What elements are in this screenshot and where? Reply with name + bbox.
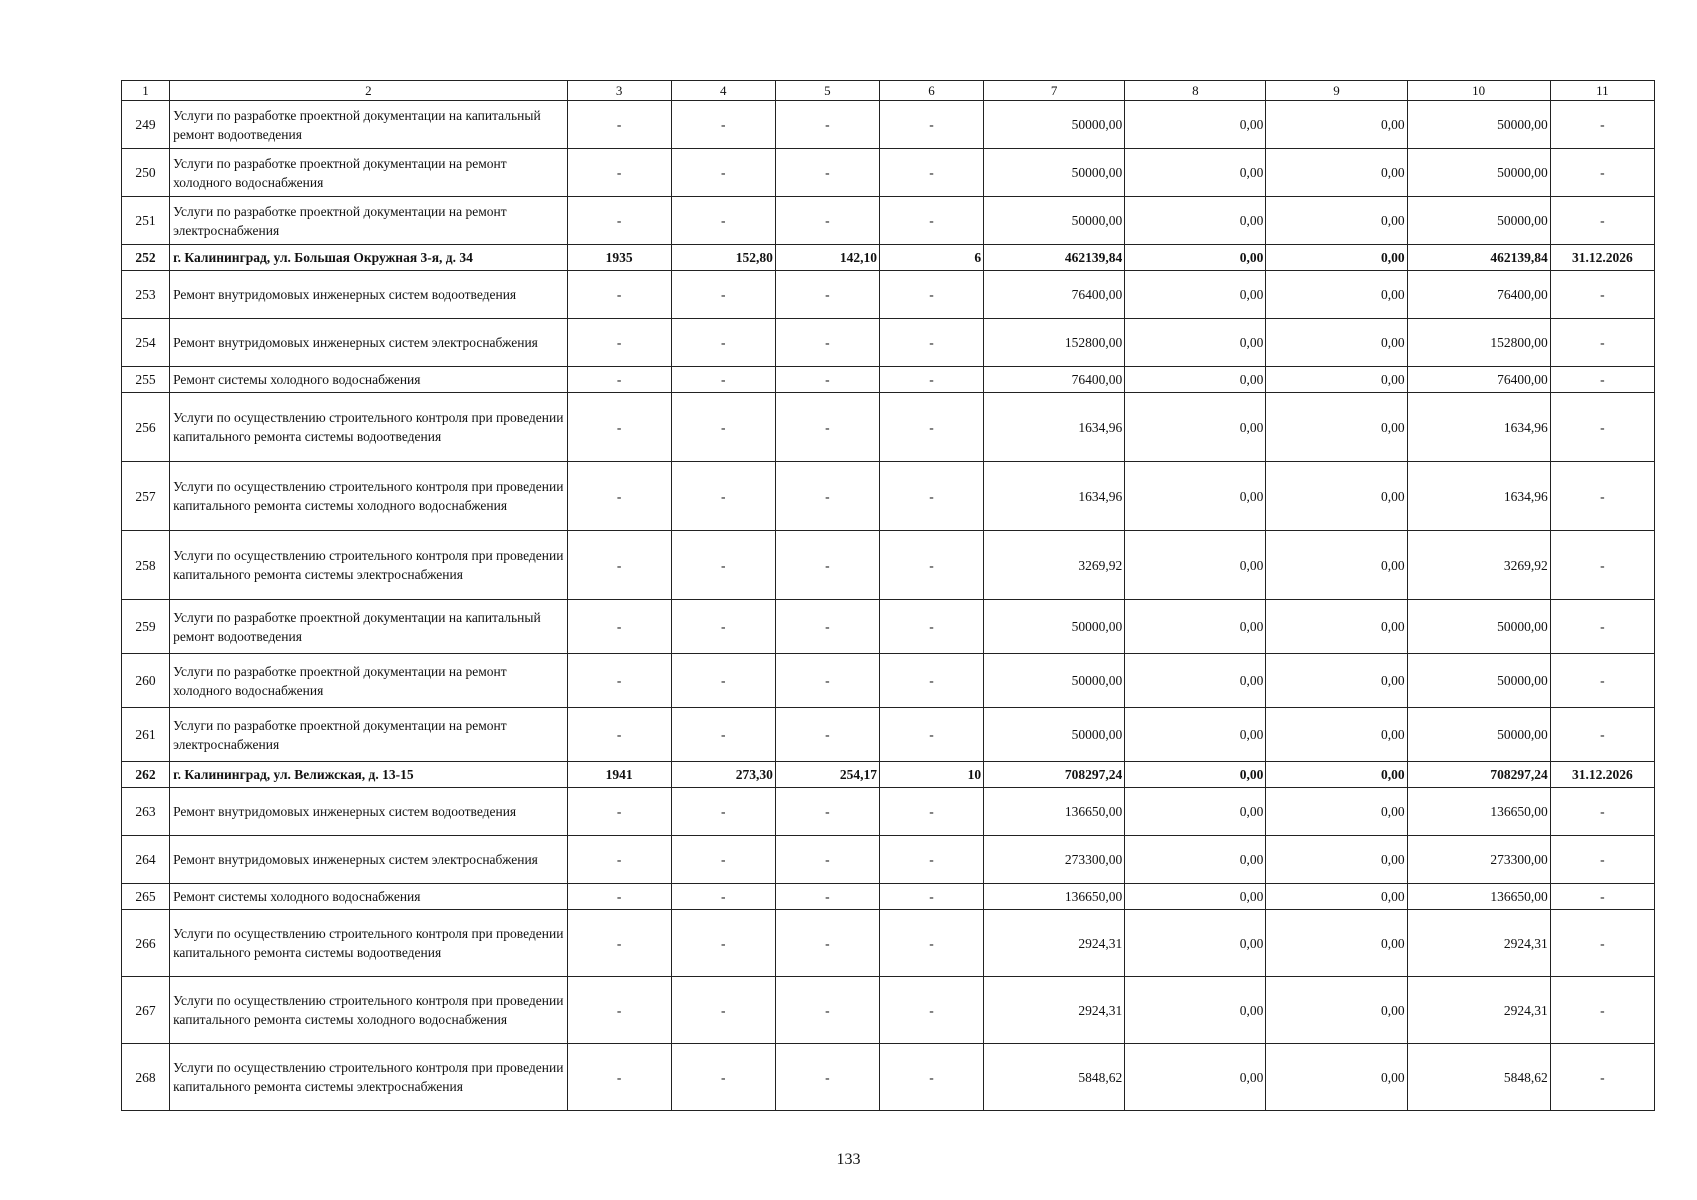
deadline-cell: 31.12.2026: [1550, 762, 1654, 788]
work-item-row: [122, 531, 1655, 600]
deadline-cell: -: [1550, 393, 1654, 462]
residents-cell: -: [879, 884, 983, 910]
cost-total-cell: 708297,24: [984, 762, 1125, 788]
cost-total-cell: 50000,00: [984, 654, 1125, 708]
cost-owners-cell: 136650,00: [1407, 884, 1550, 910]
table-body: [122, 81, 1655, 1111]
cost-owners-cell: 50000,00: [1407, 654, 1550, 708]
residents-cell: -: [879, 708, 983, 762]
year-cell: -: [567, 393, 671, 462]
cost-total-cell: 136650,00: [984, 788, 1125, 836]
row-number-cell: 266: [122, 910, 170, 977]
description-cell: Услуги по осуществлению строительного контроля при проведении капитального ремонта системы электроснабжения: [170, 1044, 568, 1111]
area-living-cell: -: [775, 910, 879, 977]
cost-fund-cell: 0,00: [1125, 977, 1266, 1044]
work-item-row: [122, 1044, 1655, 1111]
cost-owners-cell: 5848,62: [1407, 1044, 1550, 1111]
area-total-cell: -: [671, 788, 775, 836]
cost-owners-cell: 2924,31: [1407, 910, 1550, 977]
deadline-cell: -: [1550, 271, 1654, 319]
description-cell: Ремонт внутридомовых инженерных систем электроснабжения: [170, 836, 568, 884]
page-number: 133: [836, 1151, 861, 1168]
area-living-cell: -: [775, 367, 879, 393]
cost-fund-cell: 0,00: [1125, 910, 1266, 977]
area-living-cell: -: [775, 884, 879, 910]
header-cell: 5: [775, 81, 879, 101]
residents-cell: -: [879, 101, 983, 149]
description-cell: Услуги по разработке проектной документации на ремонт электроснабжения: [170, 197, 568, 245]
area-total-cell: -: [671, 393, 775, 462]
cost-fund-cell: 0,00: [1125, 149, 1266, 197]
area-living-cell: -: [775, 600, 879, 654]
work-item-row: [122, 393, 1655, 462]
deadline-cell: -: [1550, 654, 1654, 708]
cost-budget-cell: 0,00: [1266, 836, 1407, 884]
area-living-cell: -: [775, 271, 879, 319]
header-cell: 6: [879, 81, 983, 101]
cost-total-cell: 273300,00: [984, 836, 1125, 884]
residents-cell: -: [879, 462, 983, 531]
cost-budget-cell: 0,00: [1266, 149, 1407, 197]
description-cell: Услуги по осуществлению строительного контроля при проведении капитального ремонта системы водоотведения: [170, 393, 568, 462]
residents-cell: -: [879, 531, 983, 600]
work-item-row: [122, 836, 1655, 884]
year-cell: -: [567, 197, 671, 245]
row-number-cell: 253: [122, 271, 170, 319]
deadline-cell: -: [1550, 1044, 1654, 1111]
work-item-row: [122, 367, 1655, 393]
row-number-cell: 268: [122, 1044, 170, 1111]
work-item-row: [122, 654, 1655, 708]
cost-fund-cell: 0,00: [1125, 319, 1266, 367]
cost-fund-cell: 0,00: [1125, 884, 1266, 910]
year-cell: -: [567, 367, 671, 393]
area-living-cell: -: [775, 462, 879, 531]
work-item-row: [122, 271, 1655, 319]
area-living-cell: -: [775, 977, 879, 1044]
area-living-cell: -: [775, 531, 879, 600]
cost-budget-cell: 0,00: [1266, 462, 1407, 531]
description-cell: Ремонт внутридомовых инженерных систем водоотведения: [170, 271, 568, 319]
area-living-cell: 142,10: [775, 245, 879, 271]
area-living-cell: -: [775, 788, 879, 836]
cost-owners-cell: 708297,24: [1407, 762, 1550, 788]
row-number-cell: 262: [122, 762, 170, 788]
residents-cell: -: [879, 977, 983, 1044]
area-total-cell: -: [671, 367, 775, 393]
cost-budget-cell: 0,00: [1266, 531, 1407, 600]
cost-owners-cell: 50000,00: [1407, 708, 1550, 762]
cost-budget-cell: 0,00: [1266, 910, 1407, 977]
description-cell: Ремонт внутридомовых инженерных систем водоотведения: [170, 788, 568, 836]
area-total-cell: -: [671, 977, 775, 1044]
cost-fund-cell: 0,00: [1125, 762, 1266, 788]
residents-cell: -: [879, 271, 983, 319]
cost-owners-cell: 50000,00: [1407, 149, 1550, 197]
year-cell: -: [567, 884, 671, 910]
row-number-cell: 256: [122, 393, 170, 462]
cost-fund-cell: 0,00: [1125, 600, 1266, 654]
area-living-cell: -: [775, 836, 879, 884]
cost-fund-cell: 0,00: [1125, 271, 1266, 319]
works-table: [121, 80, 1655, 1111]
cost-owners-cell: 273300,00: [1407, 836, 1550, 884]
deadline-cell: -: [1550, 197, 1654, 245]
row-number-cell: 263: [122, 788, 170, 836]
cost-owners-cell: 50000,00: [1407, 600, 1550, 654]
cost-total-cell: 76400,00: [984, 271, 1125, 319]
row-number-cell: 250: [122, 149, 170, 197]
row-number-cell: 258: [122, 531, 170, 600]
area-total-cell: -: [671, 654, 775, 708]
cost-total-cell: 152800,00: [984, 319, 1125, 367]
row-number-cell: 251: [122, 197, 170, 245]
deadline-cell: -: [1550, 884, 1654, 910]
cost-fund-cell: 0,00: [1125, 197, 1266, 245]
deadline-cell: -: [1550, 977, 1654, 1044]
area-total-cell: -: [671, 319, 775, 367]
year-cell: -: [567, 910, 671, 977]
cost-total-cell: 50000,00: [984, 600, 1125, 654]
cost-budget-cell: 0,00: [1266, 708, 1407, 762]
cost-budget-cell: 0,00: [1266, 1044, 1407, 1111]
area-living-cell: -: [775, 319, 879, 367]
residents-cell: -: [879, 654, 983, 708]
header-cell: 11: [1550, 81, 1654, 101]
cost-total-cell: 2924,31: [984, 910, 1125, 977]
year-cell: 1935: [567, 245, 671, 271]
description-cell: Услуги по осуществлению строительного контроля при проведении капитального ремонта системы водоотведения: [170, 910, 568, 977]
deadline-cell: -: [1550, 600, 1654, 654]
year-cell: -: [567, 531, 671, 600]
deadline-cell: -: [1550, 319, 1654, 367]
deadline-cell: -: [1550, 462, 1654, 531]
area-total-cell: -: [671, 884, 775, 910]
cost-total-cell: 76400,00: [984, 367, 1125, 393]
area-total-cell: -: [671, 149, 775, 197]
cost-total-cell: 136650,00: [984, 884, 1125, 910]
description-cell: Ремонт системы холодного водоснабжения: [170, 367, 568, 393]
row-number-cell: 267: [122, 977, 170, 1044]
cost-budget-cell: 0,00: [1266, 654, 1407, 708]
description-cell: Услуги по разработке проектной документации на ремонт электроснабжения: [170, 708, 568, 762]
cost-budget-cell: 0,00: [1266, 101, 1407, 149]
cost-total-cell: 1634,96: [984, 462, 1125, 531]
description-cell: Услуги по разработке проектной документации на капитальный ремонт водоотведения: [170, 101, 568, 149]
work-item-row: [122, 708, 1655, 762]
cost-owners-cell: 1634,96: [1407, 393, 1550, 462]
deadline-cell: 31.12.2026: [1550, 245, 1654, 271]
work-item-row: [122, 101, 1655, 149]
cost-owners-cell: 152800,00: [1407, 319, 1550, 367]
cost-owners-cell: 462139,84: [1407, 245, 1550, 271]
residents-cell: -: [879, 393, 983, 462]
cost-fund-cell: 0,00: [1125, 367, 1266, 393]
deadline-cell: -: [1550, 910, 1654, 977]
deadline-cell: -: [1550, 708, 1654, 762]
row-number-cell: 249: [122, 101, 170, 149]
area-living-cell: -: [775, 1044, 879, 1111]
header-cell: 1: [122, 81, 170, 101]
header-cell: 7: [984, 81, 1125, 101]
row-number-cell: 252: [122, 245, 170, 271]
residents-cell: 10: [879, 762, 983, 788]
cost-budget-cell: 0,00: [1266, 762, 1407, 788]
residents-cell: -: [879, 367, 983, 393]
cost-owners-cell: 76400,00: [1407, 367, 1550, 393]
work-item-row: [122, 884, 1655, 910]
residents-cell: -: [879, 600, 983, 654]
deadline-cell: -: [1550, 788, 1654, 836]
cost-fund-cell: 0,00: [1125, 531, 1266, 600]
year-cell: -: [567, 1044, 671, 1111]
area-total-cell: -: [671, 197, 775, 245]
cost-fund-cell: 0,00: [1125, 654, 1266, 708]
header-cell: 4: [671, 81, 775, 101]
area-total-cell: -: [671, 1044, 775, 1111]
deadline-cell: -: [1550, 101, 1654, 149]
cost-owners-cell: 50000,00: [1407, 197, 1550, 245]
work-item-row: [122, 910, 1655, 977]
residents-cell: -: [879, 910, 983, 977]
area-total-cell: -: [671, 271, 775, 319]
column-number-header-row: [122, 81, 1655, 101]
work-item-row: [122, 319, 1655, 367]
year-cell: -: [567, 101, 671, 149]
residents-cell: 6: [879, 245, 983, 271]
description-cell: г. Калининград, ул. Большая Окружная 3-я, д. 34: [170, 245, 568, 271]
row-number-cell: 264: [122, 836, 170, 884]
cost-budget-cell: 0,00: [1266, 788, 1407, 836]
cost-fund-cell: 0,00: [1125, 788, 1266, 836]
residents-cell: -: [879, 319, 983, 367]
header-cell: 8: [1125, 81, 1266, 101]
cost-fund-cell: 0,00: [1125, 462, 1266, 531]
cost-budget-cell: 0,00: [1266, 197, 1407, 245]
row-number-cell: 254: [122, 319, 170, 367]
year-cell: -: [567, 788, 671, 836]
area-total-cell: -: [671, 910, 775, 977]
cost-fund-cell: 0,00: [1125, 836, 1266, 884]
residents-cell: -: [879, 1044, 983, 1111]
year-cell: -: [567, 600, 671, 654]
area-living-cell: -: [775, 197, 879, 245]
description-cell: Услуги по разработке проектной документации на ремонт холодного водоснабжения: [170, 654, 568, 708]
area-living-cell: -: [775, 149, 879, 197]
work-item-row: [122, 600, 1655, 654]
row-number-cell: 259: [122, 600, 170, 654]
row-number-cell: 255: [122, 367, 170, 393]
row-number-cell: 261: [122, 708, 170, 762]
residents-cell: -: [879, 836, 983, 884]
description-cell: Услуги по осуществлению строительного контроля при проведении капитального ремонта системы холодного водоснабжения: [170, 977, 568, 1044]
cost-owners-cell: 136650,00: [1407, 788, 1550, 836]
cost-budget-cell: 0,00: [1266, 271, 1407, 319]
deadline-cell: -: [1550, 531, 1654, 600]
residents-cell: -: [879, 197, 983, 245]
work-item-row: [122, 977, 1655, 1044]
area-living-cell: -: [775, 654, 879, 708]
year-cell: -: [567, 462, 671, 531]
year-cell: -: [567, 319, 671, 367]
cost-total-cell: 50000,00: [984, 101, 1125, 149]
cost-budget-cell: 0,00: [1266, 319, 1407, 367]
year-cell: -: [567, 708, 671, 762]
work-item-row: [122, 197, 1655, 245]
year-cell: -: [567, 271, 671, 319]
address-row: [122, 245, 1655, 271]
cost-owners-cell: 50000,00: [1407, 101, 1550, 149]
cost-total-cell: 3269,92: [984, 531, 1125, 600]
deadline-cell: -: [1550, 367, 1654, 393]
year-cell: -: [567, 654, 671, 708]
cost-budget-cell: 0,00: [1266, 393, 1407, 462]
area-total-cell: -: [671, 462, 775, 531]
row-number-cell: 260: [122, 654, 170, 708]
description-cell: Услуги по разработке проектной документации на ремонт холодного водоснабжения: [170, 149, 568, 197]
cost-total-cell: 5848,62: [984, 1044, 1125, 1111]
cost-owners-cell: 1634,96: [1407, 462, 1550, 531]
cost-total-cell: 50000,00: [984, 149, 1125, 197]
cost-budget-cell: 0,00: [1266, 245, 1407, 271]
area-living-cell: -: [775, 708, 879, 762]
cost-total-cell: 2924,31: [984, 977, 1125, 1044]
cost-owners-cell: 2924,31: [1407, 977, 1550, 1044]
description-cell: Услуги по разработке проектной документации на капитальный ремонт водоотведения: [170, 600, 568, 654]
area-total-cell: 152,80: [671, 245, 775, 271]
deadline-cell: -: [1550, 836, 1654, 884]
area-total-cell: -: [671, 600, 775, 654]
cost-budget-cell: 0,00: [1266, 977, 1407, 1044]
area-total-cell: -: [671, 531, 775, 600]
cost-fund-cell: 0,00: [1125, 393, 1266, 462]
work-item-row: [122, 149, 1655, 197]
cost-total-cell: 462139,84: [984, 245, 1125, 271]
description-cell: Ремонт системы холодного водоснабжения: [170, 884, 568, 910]
description-cell: г. Калининград, ул. Велижская, д. 13-15: [170, 762, 568, 788]
cost-owners-cell: 3269,92: [1407, 531, 1550, 600]
header-cell: 9: [1266, 81, 1407, 101]
residents-cell: -: [879, 788, 983, 836]
cost-budget-cell: 0,00: [1266, 600, 1407, 654]
description-cell: Услуги по осуществлению строительного контроля при проведении капитального ремонта системы холодного водоснабжения: [170, 462, 568, 531]
cost-total-cell: 1634,96: [984, 393, 1125, 462]
address-row: [122, 762, 1655, 788]
description-cell: Услуги по осуществлению строительного контроля при проведении капитального ремонта системы электроснабжения: [170, 531, 568, 600]
row-number-cell: 257: [122, 462, 170, 531]
header-cell: 10: [1407, 81, 1550, 101]
cost-budget-cell: 0,00: [1266, 884, 1407, 910]
cost-owners-cell: 76400,00: [1407, 271, 1550, 319]
residents-cell: -: [879, 149, 983, 197]
row-number-cell: 265: [122, 884, 170, 910]
cost-fund-cell: 0,00: [1125, 101, 1266, 149]
area-total-cell: 273,30: [671, 762, 775, 788]
description-cell: Ремонт внутридомовых инженерных систем электроснабжения: [170, 319, 568, 367]
year-cell: -: [567, 977, 671, 1044]
header-cell: 3: [567, 81, 671, 101]
area-total-cell: -: [671, 101, 775, 149]
cost-fund-cell: 0,00: [1125, 1044, 1266, 1111]
year-cell: -: [567, 149, 671, 197]
area-living-cell: -: [775, 101, 879, 149]
area-living-cell: 254,17: [775, 762, 879, 788]
document-table-wrapper: [121, 80, 1655, 1111]
cost-fund-cell: 0,00: [1125, 245, 1266, 271]
work-item-row: [122, 788, 1655, 836]
header-cell: 2: [170, 81, 568, 101]
cost-total-cell: 50000,00: [984, 708, 1125, 762]
deadline-cell: -: [1550, 149, 1654, 197]
work-item-row: [122, 462, 1655, 531]
year-cell: 1941: [567, 762, 671, 788]
cost-total-cell: 50000,00: [984, 197, 1125, 245]
area-living-cell: -: [775, 393, 879, 462]
year-cell: -: [567, 836, 671, 884]
cost-fund-cell: 0,00: [1125, 708, 1266, 762]
area-total-cell: -: [671, 836, 775, 884]
cost-budget-cell: 0,00: [1266, 367, 1407, 393]
area-total-cell: -: [671, 708, 775, 762]
